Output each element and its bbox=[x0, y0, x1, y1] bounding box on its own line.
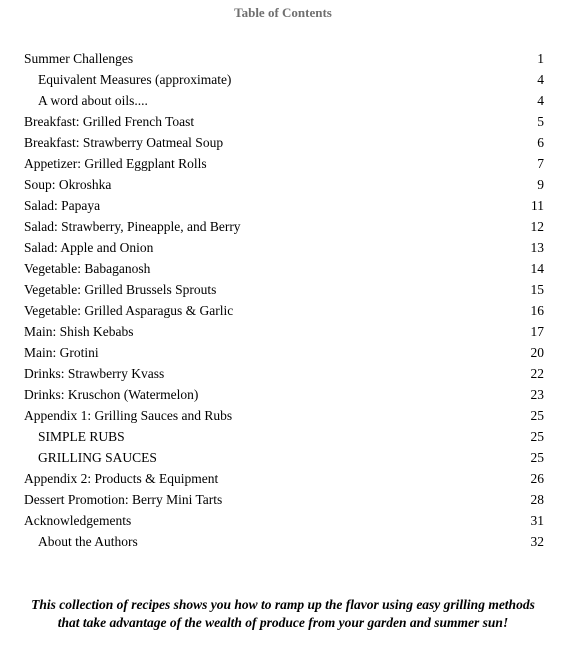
toc-entry[interactable] bbox=[24, 90, 544, 111]
toc-entry-label: Drinks: Kruschon (Watermelon) bbox=[24, 387, 199, 402]
toc-entry[interactable] bbox=[24, 300, 544, 321]
toc-entry-label: About the Authors bbox=[38, 534, 138, 549]
toc-entry-label: Appendix 2: Products & Equipment bbox=[24, 471, 219, 486]
toc-entry[interactable] bbox=[24, 69, 544, 90]
toc-entry-label: A word about oils.... bbox=[38, 93, 148, 108]
toc-entry[interactable] bbox=[24, 405, 544, 426]
toc-entry-page-number: 4 bbox=[537, 93, 544, 108]
toc-entry-page-number: 14 bbox=[530, 261, 544, 276]
page-title: Table of Contents bbox=[234, 5, 332, 20]
toc-entry-label: Summer Challenges bbox=[24, 51, 134, 66]
toc-entry-page-number: 5 bbox=[537, 114, 544, 129]
toc-entry-label: Dessert Promotion: Berry Mini Tarts bbox=[24, 492, 223, 507]
toc-entry-page-number: 9 bbox=[537, 177, 544, 192]
toc-entry[interactable] bbox=[24, 237, 544, 258]
toc-entry[interactable] bbox=[24, 321, 544, 342]
toc-entry-label: Acknowledgements bbox=[24, 513, 132, 528]
toc-entry-label: Breakfast: Strawberry Oatmeal Soup bbox=[24, 135, 224, 150]
toc-entry[interactable] bbox=[24, 447, 544, 468]
toc-entry-page-number: 25 bbox=[530, 408, 544, 423]
toc-entry[interactable] bbox=[24, 342, 544, 363]
toc-entry-page-number: 15 bbox=[530, 282, 544, 297]
toc-entry-page-number: 22 bbox=[530, 366, 544, 381]
toc-entry-label: Appetizer: Grilled Eggplant Rolls bbox=[24, 156, 207, 171]
tagline-line-1: This collection of recipes shows you how to ramp up the flavor using easy grilling methods bbox=[31, 597, 535, 612]
toc-entry-page-number: 4 bbox=[537, 72, 544, 87]
toc-entry-label: Main: Grotini bbox=[24, 345, 99, 360]
toc-entry-label: Soup: Okroshka bbox=[24, 177, 112, 192]
toc-entry-label: Drinks: Strawberry Kvass bbox=[24, 366, 165, 381]
toc-entry-page-number: 23 bbox=[530, 387, 544, 402]
toc-entry-label: SIMPLE RUBS bbox=[38, 429, 125, 444]
toc-entry-page-number: 11 bbox=[531, 198, 544, 213]
toc-entry-page-number: 17 bbox=[530, 324, 544, 339]
toc-entry-label: Salad: Papaya bbox=[24, 198, 101, 213]
toc-entry-label: GRILLING SAUCES bbox=[38, 450, 157, 465]
toc-entry[interactable] bbox=[24, 279, 544, 300]
toc-entry-label: Vegetable: Grilled Brussels Sprouts bbox=[24, 282, 217, 297]
toc-entry-label: Main: Shish Kebabs bbox=[24, 324, 134, 339]
toc-entry-page-number: 32 bbox=[530, 534, 544, 549]
toc-entry[interactable] bbox=[24, 531, 544, 552]
toc-entry-label: Vegetable: Grilled Asparagus & Garlic bbox=[24, 303, 234, 318]
toc-entry-page-number: 31 bbox=[530, 513, 544, 528]
toc-entry-page-number: 28 bbox=[530, 492, 544, 507]
toc-entry[interactable] bbox=[24, 510, 544, 531]
toc-entry-label: Vegetable: Babaganosh bbox=[24, 261, 151, 276]
toc-entry-page-number: 12 bbox=[530, 219, 544, 234]
tagline bbox=[0, 596, 566, 632]
toc-entry-page-number: 26 bbox=[530, 471, 544, 486]
toc-entry-label: Equivalent Measures (approximate) bbox=[38, 72, 232, 87]
toc-entry-label: Breakfast: Grilled French Toast bbox=[24, 114, 195, 129]
toc-entry-page-number: 16 bbox=[530, 303, 544, 318]
toc-entry-page-number: 1 bbox=[537, 51, 544, 66]
toc-entry[interactable] bbox=[24, 174, 544, 195]
toc-entry-page-number: 25 bbox=[530, 429, 544, 444]
toc-entry[interactable] bbox=[24, 363, 544, 384]
toc-entry-page-number: 20 bbox=[530, 345, 544, 360]
toc-entry-label: Appendix 1: Grilling Sauces and Rubs bbox=[24, 408, 233, 423]
toc-entry[interactable] bbox=[24, 195, 544, 216]
toc-entry-page-number: 6 bbox=[537, 135, 544, 150]
table-of-contents bbox=[24, 48, 544, 552]
toc-entry[interactable] bbox=[24, 384, 544, 405]
toc-entry[interactable] bbox=[24, 216, 544, 237]
toc-entry[interactable] bbox=[24, 489, 544, 510]
toc-entry[interactable] bbox=[24, 111, 544, 132]
tagline-line-2: that take advantage of the wealth of produce from your garden and summer sun! bbox=[57, 615, 509, 630]
toc-entry-page-number: 13 bbox=[530, 240, 544, 255]
toc-entry[interactable] bbox=[24, 48, 544, 69]
toc-entry[interactable] bbox=[24, 468, 544, 489]
toc-entry-label: Salad: Apple and Onion bbox=[24, 240, 154, 255]
toc-entry[interactable] bbox=[24, 426, 544, 447]
toc-entry-label: Salad: Strawberry, Pineapple, and Berry bbox=[24, 219, 241, 234]
toc-entry[interactable] bbox=[24, 153, 544, 174]
toc-entry[interactable] bbox=[24, 132, 544, 153]
toc-entry[interactable] bbox=[24, 258, 544, 279]
toc-entry-page-number: 25 bbox=[530, 450, 544, 465]
toc-entry-page-number: 7 bbox=[537, 156, 544, 171]
